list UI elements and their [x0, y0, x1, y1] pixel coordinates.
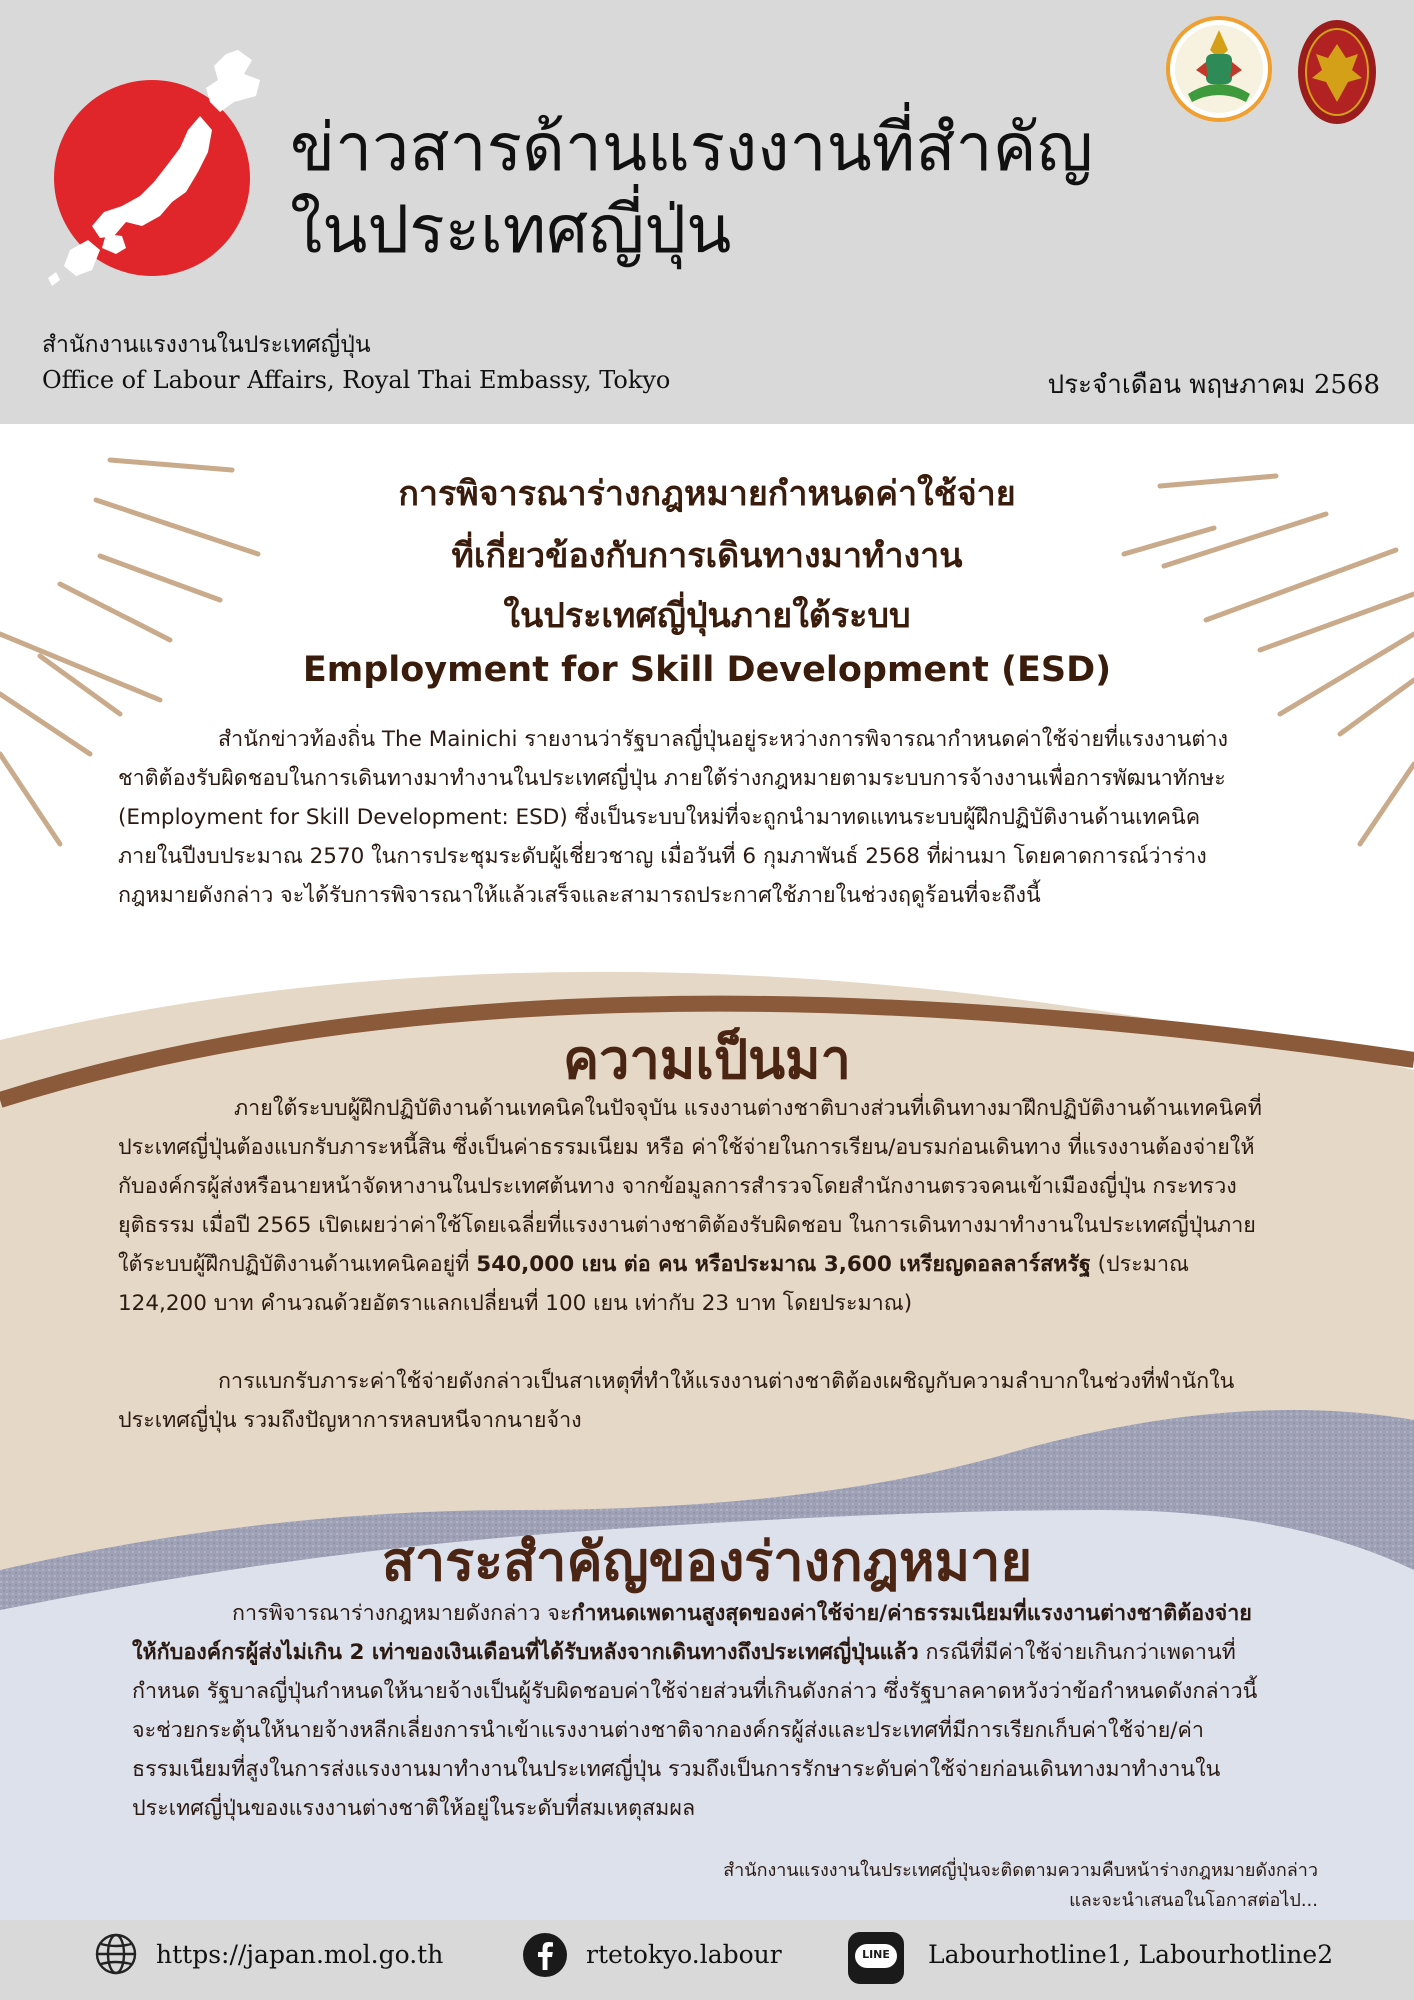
cost-highlight: 540,000 เยน ต่อ คน หรือประมาณ 3,600 เหรียญดอลลาร์สหรัฐ — [476, 1252, 1091, 1277]
article-title-english: Employment for Skill Development (ESD) — [302, 650, 1112, 690]
article-intro-paragraph: สำนักข่าวท้องถิ่น The Mainichi รายงานว่ารัฐบาลญี่ปุ่นอยู่ระหว่างการพิจารณากำหนดค่าใช้จ่ายที่แรงงานต่างชาติต้องรับผิดชอบในการเดินทางมาทำงานในประเทศญี่ปุ่น ภายใต้ร่างกฎหมายตามระบบการจ้างงานเพื่อการพัฒนาทักษะ (Employment for Skill Development: ESD) ซึ่งเป็นระบบใหม่ที่จะถูกนำมาทดแทนระบบผู้ฝึกปฏิบัติงานด้านเทคนิค ภายในปีงบประมาณ 2570 ในการประชุมระดับผู้เชี่ยวชาญ เมื่อวันที่ 6 กุมภาพันธ์ 2568 ที่ผ่านมา โดยคาดการณ์ว่าร่างกฎหมายดังกล่าว จะได้รับการพิจารณาให้แล้วเสร็จและสามารถประกาศใช้ภายในช่วงฤดูร้อนที่จะถึงนี้ — [118, 727, 1228, 908]
background-section-heading: ความเป็นมา — [563, 1028, 851, 1091]
background-paragraph-2: การแบกรับภาระค่าใช้จ่ายดังกล่าวเป็นสาเหตุที่ทำให้แรงงานต่างชาติต้องเผชิญกับความลำบากในช่วงที่พำนักในประเทศญี่ปุ่น รวมถึงปัญหาการหลบหนีจากนายจ้าง — [118, 1369, 1235, 1433]
newsletter-title-line2: ในประเทศญี่ปุ่น — [290, 191, 732, 268]
globe-icon — [94, 1932, 138, 1976]
line-icon — [848, 1932, 904, 1984]
background-text-a: ภายใต้ระบบผู้ฝึกปฏิบัติงานด้านเทคนิคในปัจจุบัน แรงงานต่างชาติบางส่วนที่เดินทางมาฝึกปฏิบัติงานด้านเทคนิคที่ประเทศญี่ปุ่นต้องแบกรับภาระหนี้สิน ซึ่งเป็นค่าธรรมเนียม หรือ ค่าใช้จ่ายในการเรียน/อบรมก่อนเดินทาง ที่แรงงานต้องจ่ายให้กับองค์กรผู้ส่งหรือนายหน้าจัดหางานในประเทศต้นทาง จากข้อมูลการสำรวจโดยสำนักงานตรวจคนเข้าเมืองญี่ปุ่น กระทรวงยุติธรรม เมื่อปี 2565 เปิดเผยว่าค่าใช้โดยเฉลี่ยที่แรงงานต่างชาติต้องรับผิดชอบ ในการเดินทางมาทำงานในประเทศญี่ปุ่นภายใต้ระบบผู้ฝึกปฏิบัติงานด้านเทคนิคอยู่ที่ — [118, 1096, 1262, 1277]
essence-section-heading: สาระสำคัญของร่างกฎหมาย — [381, 1530, 1033, 1593]
office-name-english: Office of Labour Affairs, Royal Thai Embassy, Tokyo — [42, 366, 671, 394]
newsletter-title-line1: ข่าวสารด้านแรงงานที่สำคัญ — [290, 109, 1093, 186]
essence-text-a: การพิจารณาร่างกฎหมายดังกล่าว จะ — [232, 1601, 572, 1626]
background-paragraph-1 — [118, 1089, 1264, 1323]
line-hotline-ids[interactable]: Labourhotline1, Labourhotline2 — [928, 1940, 1334, 1969]
facebook-page-link[interactable]: rtetokyo.labour — [586, 1940, 782, 1969]
fee-cap-highlight: กำหนดเพดานสูงสุดของค่าใช้จ่าย/ค่าธรรมเนียมที่แรงงานต่างชาติต้องจ่ายให้กับองค์กรผู้ส่งไม่เกิน 2 เท่าของเงินเดือนที่ได้รับหลังจากเดินทางถึงประเทศญี่ปุ่นแล้ว — [132, 1601, 1252, 1665]
closing-note-line2: และจะนำเสนอในโอกาสต่อไป... — [1069, 1890, 1318, 1911]
article-title-line2: ที่เกี่ยวข้องกับการเดินทางมาทำงาน — [451, 536, 963, 576]
article-title-line1: การพิจารณาร่างกฎหมายกำหนดค่าใช้จ่าย — [398, 474, 1016, 514]
essence-text-b: กรณีที่มีค่าใช้จ่ายเกินกว่าเพดานที่กำหนด รัฐบาลญี่ปุ่นกำหนดให้นายจ้างเป็นผู้รับผิดชอบค่าใช้จ่ายส่วนที่เกินดังกล่าว ซึ่งรัฐบาลคาดหวังว่าข้อกำหนดดังกล่าวนี้จะช่วยกระตุ้นให้นายจ้างหลีกเลี่ยงการนำเข้าแรงงานต่างชาติจากองค์กรผู้ส่งและประเทศที่มีการเรียกเก็บค่าใช้จ่าย/ค่าธรรมเนียมที่สูงในการส่งแรงงานมาทำงานในประเทศญี่ปุ่น รวมถึงเป็นการรักษาระดับค่าใช้จ่ายก่อนเดินทางมาทำงานในประเทศญี่ปุ่นของแรงงานต่างชาติให้อยู่ในระดับที่สมเหตุสมผล — [132, 1640, 1258, 1821]
ministry-of-labour-emblem — [1166, 16, 1272, 122]
office-name-thai: สำนักงานแรงงานในประเทศญี่ปุ่น — [42, 332, 371, 358]
japan-map-logo — [30, 40, 280, 290]
essence-paragraph — [132, 1594, 1266, 1828]
closing-note-line1: สำนักงานแรงงานในประเทศญี่ปุ่นจะติดตามความคืบหน้าร่างกฎหมายดังกล่าว — [723, 1860, 1318, 1881]
royal-thai-embassy-emblem — [1296, 18, 1378, 126]
background-text-b: (ประมาณ 124,200 บาท คำนวณด้วยอัตราแลกเปลี่ยนที่ 100 เยน เท่ากับ 23 บาท โดยประมาณ) — [118, 1252, 1189, 1316]
issue-month: ประจำเดือน พฤษภาคม 2568 — [1047, 370, 1380, 400]
line-badge-text: LINE — [862, 1948, 890, 1961]
website-link[interactable]: https://japan.mol.go.th — [156, 1940, 444, 1969]
facebook-icon — [522, 1932, 568, 1978]
article-title-line3: ในประเทศญี่ปุ่นภายใต้ระบบ — [503, 596, 911, 636]
